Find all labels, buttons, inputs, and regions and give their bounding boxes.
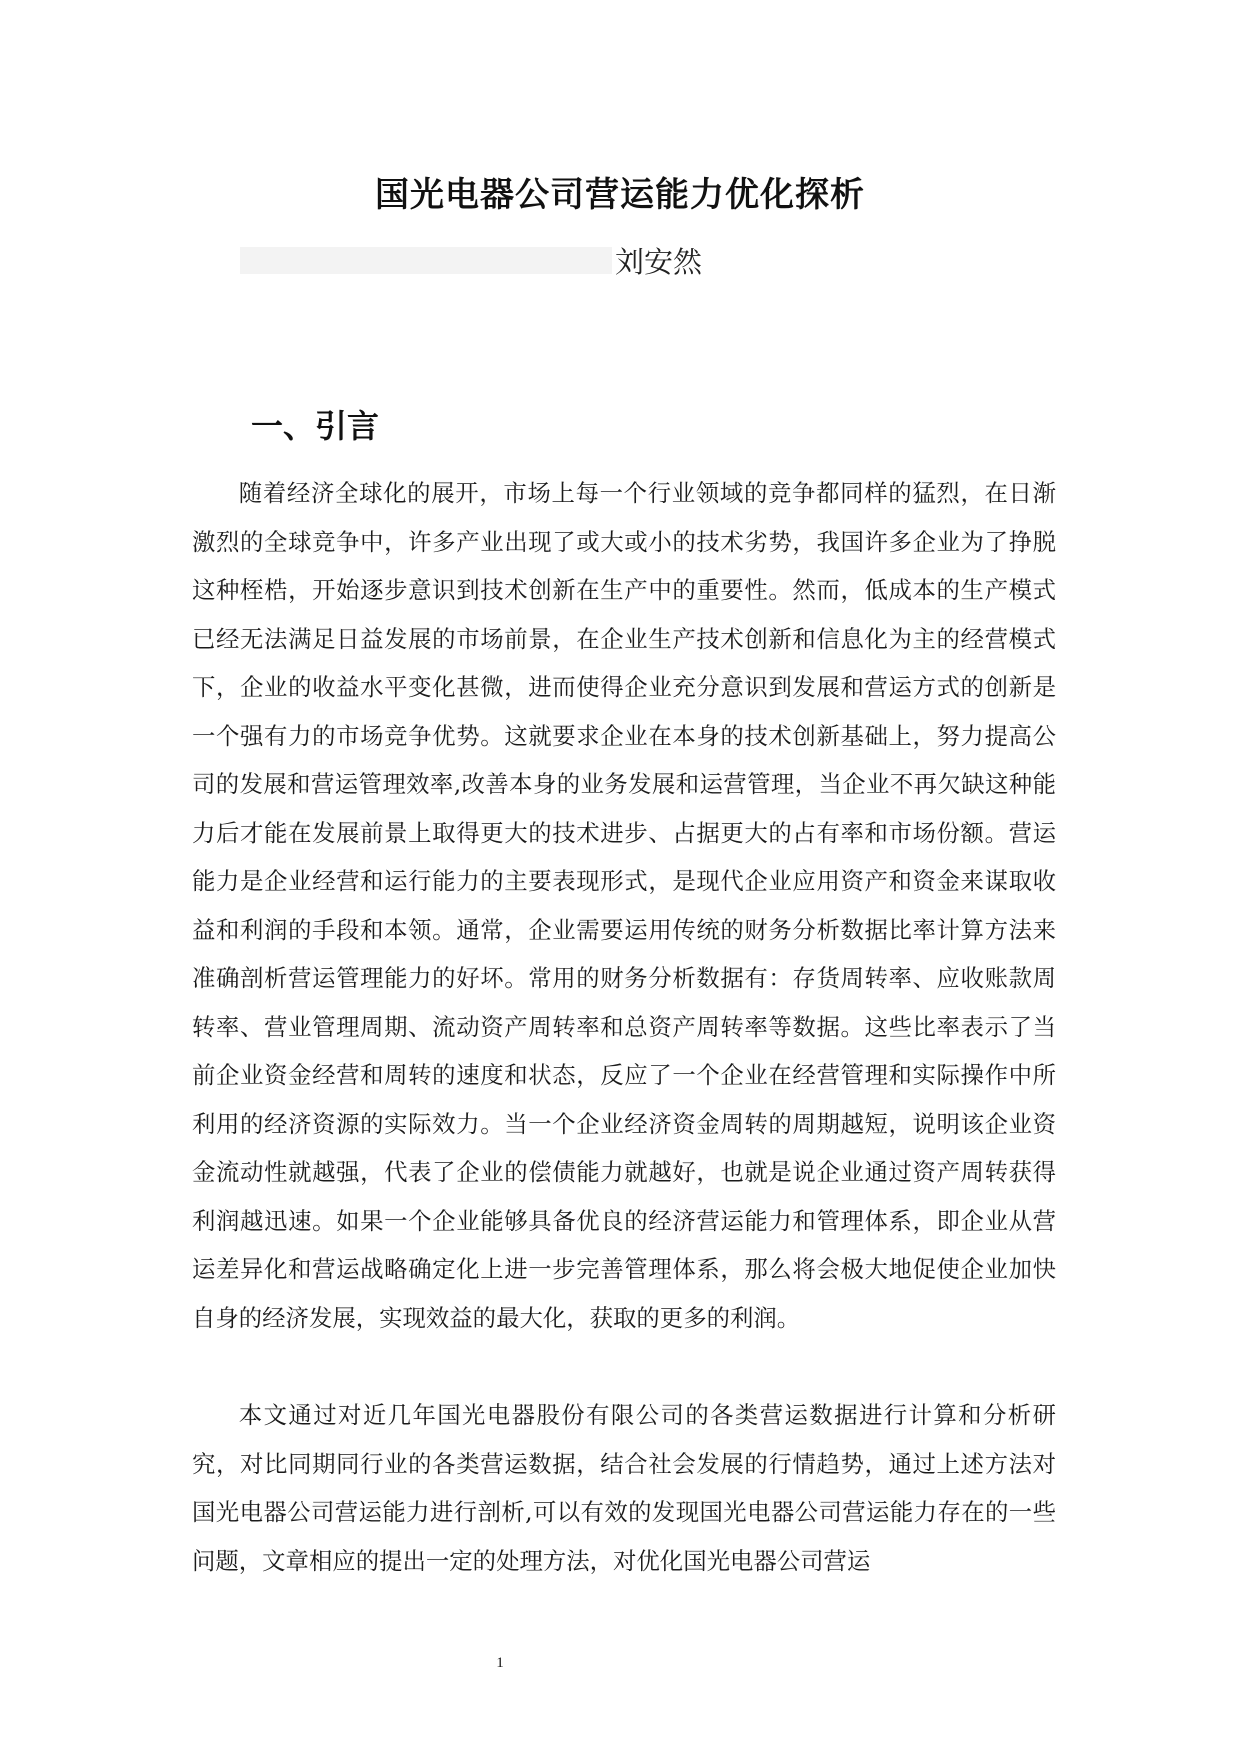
page-number: 1: [496, 1655, 504, 1671]
section-heading-introduction: 一、引言: [251, 407, 380, 445]
body-paragraph-2: 本文通过对近几年国光电器股份有限公司的各类营运数据进行计算和分析研究，对比同期同行业的各类营运数据，结合社会发展的行情趋势，通过上述方法对国光电器公司营运能力进行剖析,可以有效的发现国光电器公司营运能力存在的一些问题，文章相应的提出一定的处理方法，对优化国光电器公司营运: [192, 1401, 1056, 1575]
paper-title: 国光电器公司营运能力优化探析: [375, 175, 865, 215]
body-paragraph-1: 随着经济全球化的展开，市场上每一个行业领域的竞争都同样的猛烈，在日渐激烈的全球竞争中，许多产业出现了或大或小的技术劣势，我国许多企业为了挣脱这种桎梏，开始逐步意识到技术创新在生产中的重要性。然而，低成本的生产模式已经无法满足日益发展的市场前景，在企业生产技术创新和信息化为主的经营模式下，企业的收益水平变化甚微，进而使得企业充分意识到发展和营运方式的创新是一个强有力的市场竞争优势。这就要求企业在本身的技术创新基础上，努力提高公司的发展和营运管理效率,改善本身的业务发展和运营管理，当企业不再欠缺这种能力后才能在发展前景上取得更大的技术进步、占据更大的占有率和市场份额。营运能力是企业经营和运行能力的主要表现形式，是现代企业应用资产和资金来谋取收益和利润的手段和本领。通常，企业需要运用传统的财务分析数据比率计算方法来准确剖析营运管理能力的好坏。常用的财务分析数据有：存货周转率、应收账款周转率、营业管理周期、流动资产周转率和总资产周转率等数据。这些比率表示了当前企业资金经营和周转的速度和状态，反应了一个企业在经营管理和实际操作中所利用的经济资源的实际效力。当一个企业经济资金周转的周期越短，说明该企业资金流动性就越强，代表了企业的偿债能力就越好，也就是说企业通过资产周转获得利润越迅速。如果一个企业能够具备优良的经济营运能力和管理体系，即企业从营运差异化和营运战略确定化上进一步完善管理体系，那么将会极大地促使企业加快自身的经济发展，实现效益的最大化，获取的更多的利润。: [192, 479, 1056, 1332]
author-name: 刘安然: [615, 245, 703, 279]
redacted-affiliation-block: [240, 247, 612, 274]
